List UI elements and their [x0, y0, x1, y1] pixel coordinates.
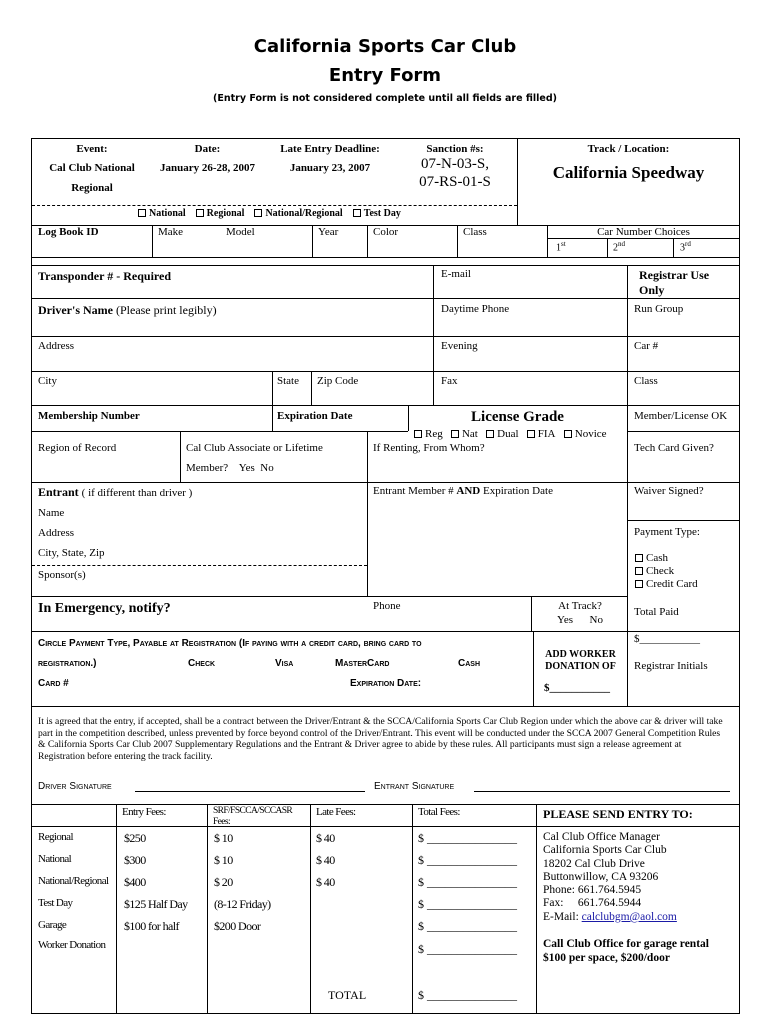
zip-label: Zip Code	[317, 375, 359, 387]
fee-total-field[interactable]: $ _______________	[418, 831, 517, 845]
worker-donation-amount[interactable]: $___________	[544, 682, 610, 694]
send-line: California Sports Car Club	[543, 844, 667, 857]
event-type-options	[138, 208, 401, 219]
entrant-signature-line[interactable]	[474, 791, 730, 792]
garage-note-2: $100 per space, $200/door	[543, 952, 670, 964]
transponder-label: Transponder # - Required	[38, 269, 172, 283]
daytime-phone-label: Daytime Phone	[441, 303, 510, 315]
event-value-2: Regional	[71, 182, 113, 194]
car-number-choices-label: Car Number Choices	[597, 226, 690, 238]
checkbox-check[interactable]: Check	[635, 565, 698, 578]
payment-options	[635, 552, 698, 591]
entrant-city-label: City, State, Zip	[38, 547, 105, 559]
fee-srf-value: $ 10	[214, 831, 233, 845]
checkbox-national[interactable]: National	[138, 208, 186, 219]
payment-instructions-2: registration.)	[38, 658, 97, 669]
evening-label: Evening	[441, 340, 478, 352]
log-book-label: Log Book ID	[38, 226, 99, 238]
color-label: Color	[373, 226, 399, 238]
fee-late-value: $ 40	[316, 853, 335, 867]
email-link[interactable]: calclubgm@aol.com	[581, 910, 677, 923]
date-value: January 26-28, 2007	[159, 162, 256, 174]
fee-header-total: Total Fees:	[418, 806, 460, 818]
event-label: Event:	[76, 143, 108, 155]
track-label: Track / Location:	[587, 143, 670, 155]
form-note: (Entry Form is not considered complete until all fields are filled)	[213, 93, 557, 104]
registrar-class-label: Class	[634, 375, 658, 387]
yes-no-options[interactable]: Yes No	[238, 462, 274, 474]
year-label: Year	[318, 226, 339, 238]
checkbox-fia[interactable]: FIA	[527, 428, 556, 440]
associate-label: Cal Club Associate or Lifetime	[186, 442, 323, 454]
total-paid-amount[interactable]: $___________	[634, 633, 700, 645]
email-label: E-mail	[441, 268, 471, 280]
license-grade-label: License Grade	[471, 409, 564, 425]
send-entry-title: PLEASE SEND ENTRY TO:	[543, 807, 693, 821]
payment-option-visa[interactable]: Visa	[275, 658, 294, 669]
checkbox-national-regional[interactable]: National/Regional	[254, 208, 342, 219]
fee-late-value: $ 40	[316, 831, 335, 845]
at-track-label: At Track?	[558, 600, 602, 612]
late-deadline-value: January 23, 2007	[289, 162, 371, 174]
checkbox-regional[interactable]: Regional	[196, 208, 245, 219]
event-value: Cal Club National	[49, 162, 135, 174]
send-line: Buttonwillow, CA 93206	[543, 870, 659, 883]
emergency-label: In Emergency, notify?	[38, 601, 171, 616]
fee-late-value: $ 40	[316, 875, 335, 889]
fee-total-field[interactable]: $ _______________	[418, 919, 517, 933]
total-paid-label: Total Paid	[634, 606, 679, 618]
fee-row-label: National/Regional	[38, 875, 109, 887]
fee-entry-value: $300	[124, 853, 146, 867]
choice-3-label: 3rd	[680, 240, 691, 254]
member-license-ok-label: Member/License OK	[634, 410, 728, 422]
model-label: Model	[226, 226, 255, 238]
garage-note: Call Club Office for garage rental	[543, 938, 709, 950]
payment-option-cash[interactable]: Cash	[458, 658, 481, 669]
license-grade-options	[414, 428, 607, 440]
fee-row-label: Regional	[38, 831, 73, 843]
tech-card-label: Tech Card Given?	[634, 442, 714, 454]
choice-1-label: 1st	[556, 240, 566, 254]
entrant-address-label: Address	[38, 527, 75, 539]
emergency-phone-label: Phone	[373, 600, 401, 612]
membership-number-label: Membership Number	[38, 410, 140, 422]
form-title: California Sports Car Club	[253, 36, 517, 57]
at-track-options[interactable]: Yes No	[557, 614, 603, 626]
send-line: Fax: 661.764.5944	[543, 897, 642, 910]
run-group-label: Run Group	[634, 303, 684, 315]
entrant-name-label: Name	[38, 507, 65, 519]
state-label: State	[277, 375, 299, 387]
fee-total-field[interactable]: $ _______________	[418, 875, 517, 889]
entrant-signature-label: Entrant Signature	[374, 781, 455, 792]
checkbox-test-day[interactable]: Test Day	[353, 208, 401, 219]
agreement-text: It is agreed that the entry, if accepted, shall be a contract between the Driver/Entrant & the SCCA/California Sports Car Club Region under which the above car & driver will take part in the competition described, unless prevented by force beyond control of the Driver/Entrant. This event will be conducted under the SCCA 2007 General Competition Rules & California Sports Car Club 2007 Supplementary Regulations and the Entrant & Driver agree to abide by these rules. All participants must sign a release agreement at Registration before entering the track facility.	[38, 716, 723, 762]
fee-total-label: TOTAL	[328, 988, 367, 1002]
fee-header-srf: SRF/FSCCA/SCCASR Fees:	[213, 806, 293, 827]
region-of-record-label: Region of Record	[38, 442, 117, 454]
send-address-block	[543, 831, 677, 924]
payment-option-mastercard[interactable]: MasterCard	[335, 658, 390, 669]
entrant-member-label: Entrant Member # AND Expiration Date	[373, 485, 553, 497]
form-subtitle: Entry Form	[328, 65, 442, 86]
fee-entry-value: $100 for half	[124, 919, 179, 933]
choice-2-label: 2nd	[613, 240, 625, 254]
make-label: Make	[158, 226, 184, 238]
registrar-title: Registrar Use Only	[639, 268, 710, 297]
waiver-label: Waiver Signed?	[634, 485, 704, 497]
address-label: Address	[38, 340, 75, 352]
checkbox-cash[interactable]: Cash	[635, 552, 698, 565]
fee-row-label: Garage	[38, 919, 67, 931]
payment-instructions: Circle Payment Type, Payable at Registration (If paying with a credit card, bring card to	[38, 638, 422, 649]
fax-label: Fax	[441, 375, 458, 387]
sanction-value: 07-N-03-S,	[421, 156, 489, 172]
car-number-label: Car #	[634, 340, 659, 352]
fee-entry-value: $125 Half Day	[124, 897, 188, 911]
renting-label: If Renting, From Whom?	[373, 442, 485, 454]
card-expiration-label: Expiration Date:	[350, 678, 422, 689]
fee-row-label: Worker Donation	[38, 939, 106, 951]
checkbox-credit-card[interactable]: Credit Card	[635, 578, 698, 591]
send-email-line: E-Mail: calclubgm@aol.com	[543, 910, 677, 923]
checkbox-novice[interactable]: Novice	[564, 428, 607, 440]
worker-donation-label-2: DONATION OF	[545, 661, 616, 672]
sanction-label: Sanction #s:	[426, 143, 484, 155]
member-question-label: Member? Yes No	[186, 462, 274, 474]
drivers-name-label: Driver's Name (Please print legibly)	[38, 303, 217, 317]
registrar-initials-label: Registrar Initials	[634, 660, 708, 672]
checkbox-reg[interactable]: Reg	[414, 428, 443, 440]
checkbox-dual[interactable]: Dual	[486, 428, 518, 440]
driver-signature-line[interactable]	[135, 791, 365, 792]
fee-row-label: National	[38, 853, 72, 865]
expiration-date-label: Expiration Date	[277, 410, 353, 422]
class-label: Class	[463, 226, 487, 238]
fee-total-field[interactable]: $ _______________	[418, 942, 517, 956]
payment-type-label: Payment Type:	[634, 526, 700, 538]
divider	[32, 205, 517, 206]
worker-donation-label: ADD WORKER	[545, 649, 616, 660]
sanction-value-2: 07-RS-01-S	[419, 174, 491, 190]
track-value: California Speedway	[552, 163, 705, 182]
checkbox-nat[interactable]: Nat	[451, 428, 478, 440]
driver-signature-label: Driver Signature	[38, 781, 112, 792]
city-label: City	[38, 375, 57, 387]
sponsors-label: Sponsor(s)	[38, 569, 86, 581]
fee-row-label: Test Day	[38, 897, 73, 909]
send-line: 18202 Cal Club Drive	[543, 857, 645, 870]
fee-srf-value: $200 Door	[214, 919, 261, 933]
fee-header-late: Late Fees:	[316, 806, 356, 818]
payment-option-check[interactable]: Check	[188, 658, 216, 669]
fee-entry-value: $400	[124, 875, 146, 889]
fee-header-entry: Entry Fees:	[122, 806, 166, 818]
fee-srf-value: $ 20	[214, 875, 233, 889]
fee-grand-total-field[interactable]: $ _______________	[418, 988, 517, 1002]
card-number-label: Card #	[38, 678, 69, 689]
send-line: Cal Club Office Manager	[543, 831, 660, 843]
date-label: Date:	[194, 143, 221, 155]
fee-total-field[interactable]: $ _______________	[418, 897, 517, 911]
fee-total-field[interactable]: $ _______________	[418, 853, 517, 867]
late-deadline-label: Late Entry Deadline:	[280, 143, 380, 155]
fee-srf-value: $ 10	[214, 853, 233, 867]
entrant-label: Entrant ( if different than driver )	[38, 485, 193, 499]
send-line: Phone: 661.764.5945	[543, 884, 642, 897]
fee-srf-value: (8-12 Friday)	[214, 897, 271, 911]
fee-entry-value: $250	[124, 831, 146, 845]
